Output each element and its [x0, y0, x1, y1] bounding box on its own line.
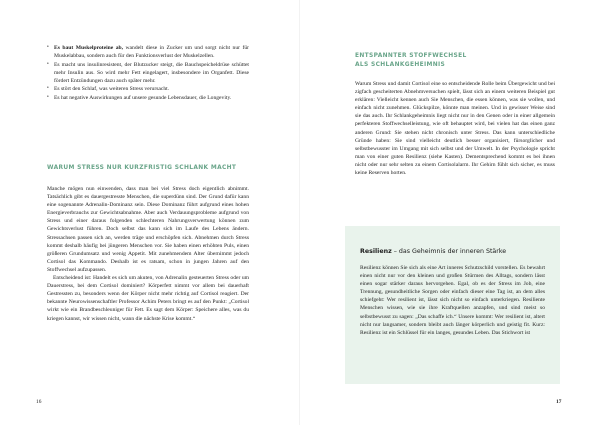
bullet-list [47, 44, 249, 102]
bullet-item: • Es hat negative Auswirkungen auf unsere gesunde Lebensdauer, die Longevity. [47, 94, 232, 101]
gutter-divider [299, 0, 300, 425]
body-text [47, 185, 249, 323]
page-number: 17 [556, 399, 562, 405]
bullet-item: • Es stört den Schlaf, was weiteren Stress verursacht. [47, 86, 170, 93]
paragraph: Entscheidend ist: Handelt es sich um akuten, von Adrenalin gesteuerten Stress oder um Dauerstress, bei dem Cortisol dominiert? Körperfett nimmt vor allem bei dauerhaft Gestressten zu, besonders wenn der Körper nicht mehr richtig auf Cortisol reagiert. Der bekannte Neurowissenschaftler Professor Achim Peters bringt es auf den Punkt: „Cortisol wirkt wie ein Brandbeschleuniger für Fett. Es sagt dem Körper: Speichere alles, was du kriegen kannst, wir wissen nicht, wann die nächste Krise kommt.“ [47, 275, 249, 322]
info-box-text: Resilienz können Sie sich als eine Art inneres Schutzschild vorstellen. Es bewahrt einen nicht nur vor den kleinen und großen Stürmen des Alltags, sondern lässt einen sogar stärker daraus hervorgehen. Egal, ob es der Stress im Job, eine Trennung, gesundheitliche Sorgen oder einfach dieser eine Tag ist, an dem alles schiefgeht: Wer resilient ist, lässt sich nicht so einfach unterkriegen. Resiliente Menschen wissen, wie sie ihre Kraftquellen anzapfen, und sind meist so selbstbewusst zu sagen: „Das schaffe ich.“ Unsere kommt: Wer resilient ist, altert nicht nur langsamer, sondern bleibt auch länger körperlich und geistig fit. Kurz: Resilienz ist ein Schlüssel für ein langes, gesundes Leben. Das Stichwort ist [360, 265, 545, 336]
body-text [355, 80, 555, 177]
bullet-icon: • [47, 61, 49, 67]
bullet-item: • Es baut Muskelproteine ab, wandelt diese in Zucker um und sorgt nicht nur für Muskelabbau, sondern auch für den Funktionsverlust der Muskelzellen. [47, 45, 249, 60]
bullet-icon: • [47, 94, 49, 100]
section-heading: ENTSPANNTER STOFFWECHSEL ALS SCHLANKGEHEIMNIS [355, 53, 467, 68]
paragraph: Warum Stress und damit Cortisol eine so entscheidende Rolle beim Übergewicht und bei zigfach gescheiterten Abnehmversuchen spielt, lässt sich an einem weiteren Beispiel gut erklären: Vielleicht kennen auch Sie Menschen, die essen können, was sie wollen, und einfach nicht zunehmen. Glückspilze, könnte man meinen. Und in gewisser Weise sind sie das auch. Ihr Schlankgeheimnis liegt nicht nur in den Genen oder in einer allgemein perfekteren Stoffwechselleistung, wie oft behauptet wird, bei vielen hat das einen ganz anderen Grund: Sie stehen nicht chronisch unter Stress. Das kann unterschiedliche Gründe haben: Sie sind vielleicht deutlich besser organisiert, fürsorglicher und selbstbewusster im Umgang mit sich selbst und der Umwelt. In der Psychologie spricht man von einer guten Resilienz (siehe Kasten). Dementsprechend kommt es bei ihnen nicht oder nur sehr selten zu einem Cortisolalarm. Ihr Gehirn fühlt sich sicher, es muss keine Reserven horten. [355, 81, 555, 177]
paragraph: Manche mögen nun einwenden, dass man bei viel Stress doch eigentlich abnimmt. Tatsächlich gibt es dauergestresste Menschen, die superdünn sind. Der Grund dafür kann eine sogenannte Adrenalin-Dominanz sein. Diese Dominanz führt aufgrund eines hohen Energieverbrauchs zur Gewichtsabnahme. Aber auch Verdauungsprobleme aufgrund von Stress und einer daraus folgenden schlechteren Nahrungsverwertung können zum Gewichtsverlust führen. Doch selbst das kann sich im Laufe des Lebens ändern. Stressachsen passen sich an, werden träge und erschöpfen sich. Abnehmen durch Stress kommt deshalb häufig bei jüngeren Menschen vor. Sie haben einen erhöhten Puls, einen größeren Grundumsatz und wenig Appetit. Mit zunehmendem Alter übernimmt jedoch Cortisol das Kommando. Deshalb ist es ratsam, schon in jungen Jahren auf den Stoffwechsel aufzupassen. [47, 186, 249, 273]
bullet-icon: • [47, 45, 49, 50]
info-box [345, 226, 560, 384]
section-heading: WARUM STRESS NUR KURZFRISTIG SCHLANK MACHT [47, 165, 237, 171]
bullet-icon: • [47, 86, 49, 92]
page-number: 16 [36, 399, 42, 405]
info-box-title: Resilienz – das Geheimnis der inneren Stärke [360, 248, 507, 255]
bullet-item: • Es macht uns insulinresistent, der Blutzucker steigt, die Bauchspeicheldrüse schüttet mehr Insulin aus. So wird mehr Fett eingelagert, insbesondere im Organfett. Diese fördert Entzündungen dazu auch später mehr. [47, 61, 249, 84]
bullet-list-container [47, 44, 249, 102]
